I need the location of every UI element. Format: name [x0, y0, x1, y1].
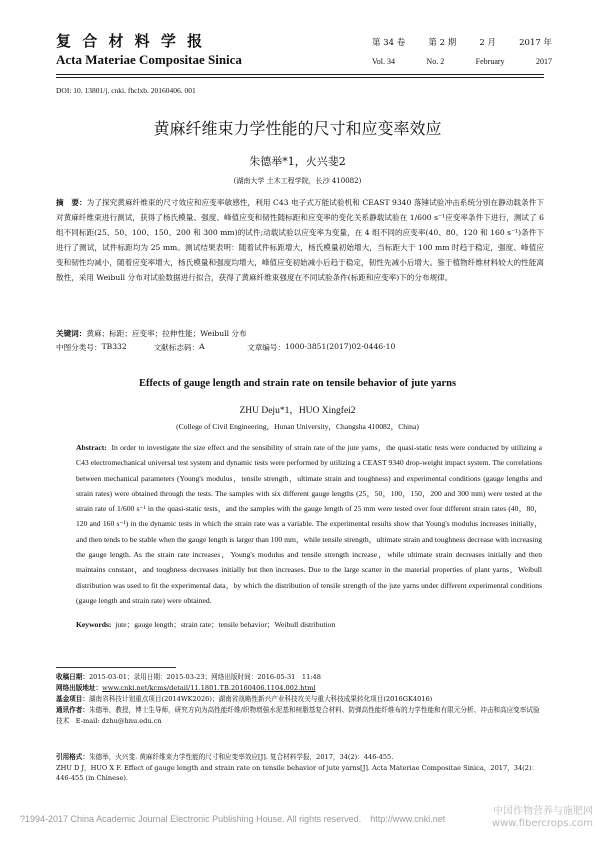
- keywords-en-label: Keywords:: [76, 620, 112, 629]
- footnote-fund: [56, 694, 546, 705]
- watermark: 中国作物营养与施肥网 www.fibercrops.com: [491, 806, 593, 829]
- abstract-cn-text: 为了探究黄麻纤维束的尺寸效应和应变率敏感性，利用 C43 电子式万能试验机和 CEAST 9340 落锤试验冲击系统分别在静动载条件下对黄麻纤维束进行测试，获得了杨氏模量、强度、峰值应变和韧性随标距和应变率的变化关系静载试验在 1/600 s⁻¹应变率条件下进行，测试了 6 组不同标距(25、50、100、150、200 和 300 mm)的试件;动载试验以应变率为变量，在 4 组不同的应变率(40、80、120 和 160 s⁻¹)条件下进行了测试，试件标距均为 25 mm。测试结果表明：随着试件标距增大，杨氏模量初始增大，当标距大于 100 mm 时趋于稳定，强度、峰值应变和韧性均减小，随着应变率增大，杨氏模量和强度均增大，峰值应变初始减小后趋于稳定，韧性先减小后增大。鉴于植物纤维材料较大的性能离散性，采用 Weibull 分布对试验数据进行拟合，获得了黄麻纤维束强度在不同试验条件(标距和应变率)下的分布规律。: [56, 198, 545, 282]
- citation-cn: 朱德举，火兴斐. 黄麻纤维束力学性能的尺寸和应变率效应[J]. 复合材料学报，2017，34(2)：446-455.: [88, 753, 394, 761]
- classification-cn: [56, 342, 544, 353]
- year-en: 2017: [536, 57, 552, 66]
- abstract-cn-label: 摘 要：: [56, 198, 87, 207]
- article-no-value: 1000-3851(2017)02-0446-10: [285, 342, 396, 351]
- volume-en: Vol. 34: [372, 57, 395, 66]
- title-en: Effects of gauge length and strain rate on tensile behavior of jute yarns: [138, 378, 457, 389]
- authors-en: ZHU Deju*1，HUO Xingfei2: [239, 406, 356, 416]
- header-rule-thin: [56, 77, 544, 78]
- affiliation-cn: (湖南大学 土木工程学院，长沙 410082): [233, 177, 362, 185]
- issue-en: No. 2: [426, 57, 445, 66]
- affiliation-en: (College of Civil Engineering，Hunan University，Changsha 410082，China): [176, 422, 419, 431]
- citation-en: ZHU D J，HUO X F. Effect of gauge length and strain rate on tensile behavior of jute yarns[J]. Acta Materiae Compositae Sinica，2017，34(2)：446-455 (in Chinese).: [56, 763, 539, 782]
- fund-label: 基金项目：: [56, 695, 89, 703]
- authors-cn: 朱德举*1，火兴斐2: [249, 155, 346, 168]
- abstract-en-label: Abstract:: [76, 443, 107, 452]
- footnote-url: [56, 683, 546, 694]
- keywords-cn: [56, 327, 544, 341]
- journal-title-en: Acta Materiae Compositae Sinica: [56, 52, 242, 67]
- abstract-en: [76, 440, 542, 608]
- month-cn: 2 月: [479, 38, 496, 48]
- corresponding-label: 通讯作者：: [56, 706, 89, 714]
- title-cn: 黄麻纤维束力学性能的尺寸和应变率效应: [153, 119, 442, 138]
- issue-info-cn: [372, 36, 552, 48]
- article-no-label: 文章编号：: [247, 343, 286, 352]
- footnote-received: [56, 672, 546, 683]
- keywords-en: [76, 619, 542, 630]
- citation: [56, 752, 546, 784]
- journal-title-cn: 复 合 材 料 学 报: [56, 32, 206, 50]
- abstract-cn: [56, 195, 544, 285]
- received-label: 收稿日期：: [56, 673, 89, 681]
- clc-label: 中图分类号：: [56, 343, 102, 352]
- fund-text: 湖南省科技计划重点项目(2014WK2026)；湖南省战略性新兴产业科技攻关与重大科技成果转化项目(2016GK4016): [88, 695, 433, 703]
- url-label: 网络出版地址：: [56, 684, 103, 692]
- issue-cn: 第 2 期: [428, 38, 457, 48]
- corresponding-text: 朱德举，教授，博士生导师，研究方向为高性能纤维/织物增强水泥基和树脂基复合材料、防弹高性能纤维布的力学性能和有限元分析、冲击和高应变率试验技术 E-mail: dzhu@hnu.edu.cn: [56, 706, 540, 725]
- doi: DOI: 10. 13801/j. cnki. fhclxb. 20160406. 001: [56, 86, 196, 95]
- clc-value: TB332: [101, 342, 127, 351]
- keywords-en-text: jute；gauge length；strain rate；tensile behavior；Weibull distribution: [115, 620, 336, 629]
- month-en: February: [475, 57, 505, 66]
- citation-label: 引用格式：: [56, 753, 89, 761]
- doc-code-label: 文献标志码：: [153, 343, 200, 352]
- received-dates: 2015-03-01；录用日期：2015-03-23；网络出版时间：2016-05-31 11:48: [88, 673, 321, 681]
- footnote-rule: [56, 667, 176, 668]
- footnote-corresponding: [56, 705, 546, 726]
- online-url-link[interactable]: www.cnki.net/kcms/detail/11.1801.TB.20160406.1104.002.html: [102, 684, 316, 692]
- keywords-cn-text: 黄麻；标距；应变率；拉伸性能；Weibull 分布: [86, 329, 247, 338]
- keywords-cn-label: 关键词：: [56, 329, 87, 338]
- volume-cn: 第 34 卷: [372, 38, 406, 48]
- copyright-footer: ?1994-2017 China Academic Journal Electronic Publishing House. All rights reserved. http://www.cnki.net: [20, 814, 446, 824]
- abstract-en-text: In order to investigate the size effect and the sensibility of strain rate of the jute yarns，the quasi-static tests were conducted by utilizing a C43 electromechanical universal test system and dynamic tests were performed by utilizing a CEAST 9340 drop-weight impact system. The correlations between mechanical parameters (Young's modulus，tensile strength，ultimate strain and toughness) and experimental conditions (gauge lengths and strain rates) were obtained through the tests. The samples with six different gauge lengths (25，50，100，150，200 and 300 mm) were tested at the strain rate of 1/600 s⁻¹ in the quasi-static tests，and the samples with the gauge length of 25 mm were tested over four different strain rates (40，80，120 and 160 s⁻¹) in the dynamic tests in which the strain rate was a variable. The experimental results show that Young's modulus increases initially，and then tends to be stable when the gauge length is larger than 100 mm，while tensile strength，ultimate strain and toughness decrease with increasing the gauge length. As the strain rate increases，Young's modulus and tensile strength increase，while ultimate strain decreases initially and then maintains constant，and toughness decreases initially but then increases. Due to the large scatter in the material properties of plant yarns，Weibull distribution was used to fit the experimental data，by which the distribution of tensile strength of the jute yarns under different experimental conditions (gauge length and strain rate) were obtained.: [76, 443, 543, 605]
- header-rule: [56, 74, 544, 75]
- doc-code-value: A: [199, 342, 205, 351]
- year-cn: 2017 年: [519, 38, 552, 48]
- issue-info-en: [372, 57, 552, 66]
